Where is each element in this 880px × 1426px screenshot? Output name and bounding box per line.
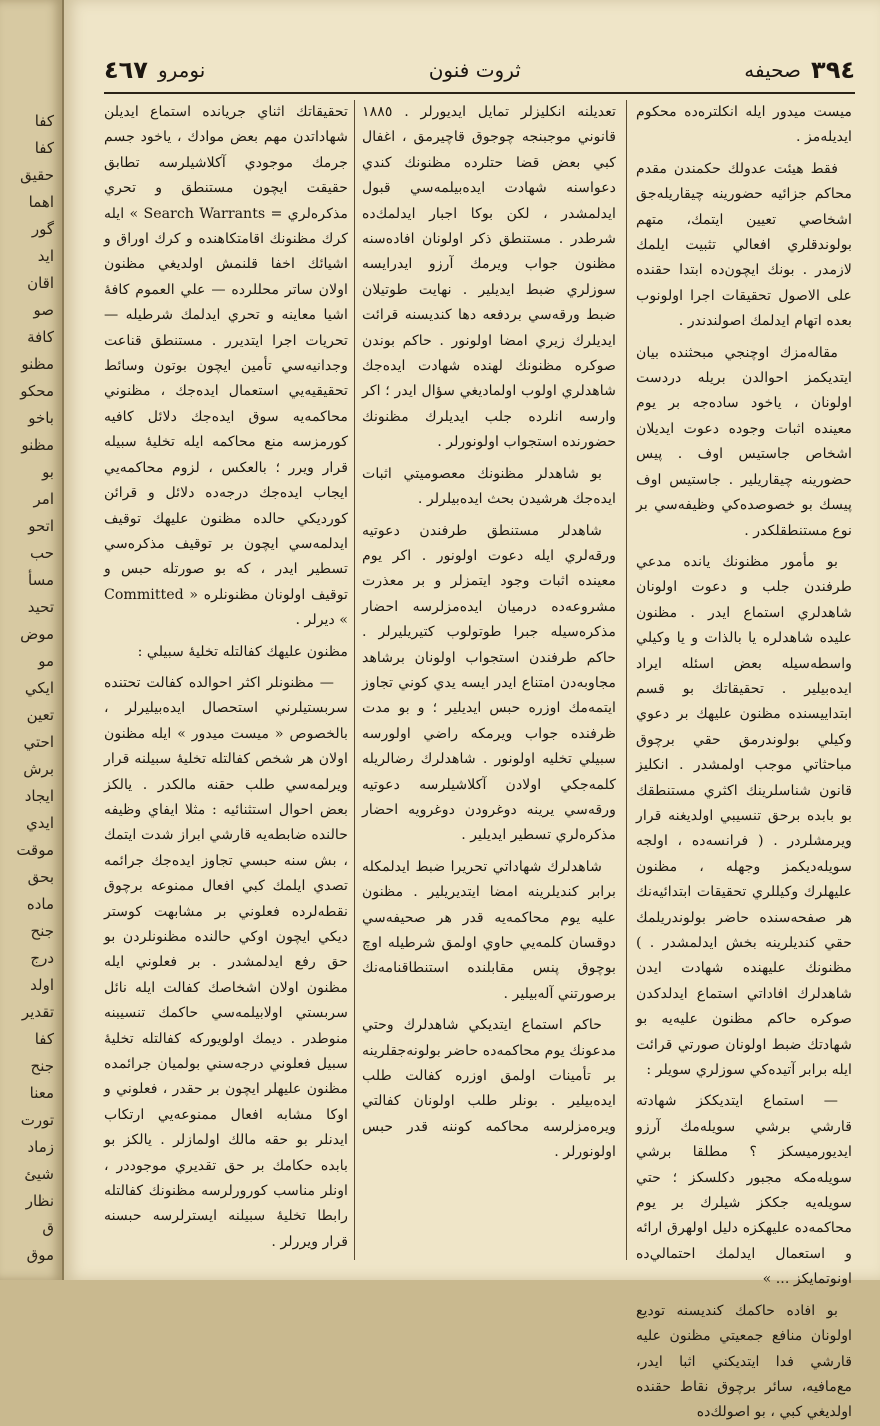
paragraph: شاهدلر مستنطق طرفندن دعوتيه ورقه‌لري ايله دعوت اولونور . اكر يوم معينده اثبات وجود ايتمزلر و بر معذرت مشروعه‌ده درميان ايده‌مزلرسه احضار مذكره‌سيله جبرا طوتولوب كتيريليرلر . حاكم طرفندن استجواب اولونان برشاهد مجاوبه‌دن امتناع ايدر ايسه يدي كوني تجاوز ايتمه‌مك اوزره حبس ايديلير ؛ و بو مدت ظرفنده جواب ويرمكه راضي اولورسه سبيلي تخليه اولونور . شاهدلرك رضالريله كلمه‌جكي اولادن آكلاشيلرسه دعوتيه ورقه‌سي يرينه دوغرودن دوغرويه احضار مذكره‌لري تسطير ايديلير . xyxy=(362,522,616,844)
paragraph: تعديلنه انكليزلر تمايل ايديورلر . ١٨٨٥ قانوني موجبنجه چوجوق قاچيرمق ، اغفال كبي بعض قضا حتلرده مظنونك كندي دعواسنه شهادت ايده‌بيلمه‌سي قبول ايدلمشدر ، لكن بوكا اجبار ايدلمك‌ده شرطدر . مستنطق ذكر اولونان افاده‌سنه مظنون جواب ويرمك آرزو ايدرايسه سوزلري ضبط ايديلير . نهايت طوتيلان ضبط ورقه‌سي بردفعه دها كنديسنه قرائت ايديلرك زيري امضا اولونور . حاكم بوندن صوكره مظنونك لهنده شهادت ايده‌جك شاهدلري اولوب اولماديغي سؤال ايدر ؛ اكر وارسه انلرده جلب ايديلرك مظنونك حضورنده استجواب اولونورلر . xyxy=(362,104,616,451)
page-number: ٣٩٤ xyxy=(811,56,855,84)
issue-number: ٤٦٧ xyxy=(104,56,148,84)
fragment-line: شيئ xyxy=(24,1165,54,1183)
fragment-line: تحيد xyxy=(27,598,54,616)
fragment-line: برش xyxy=(23,760,54,778)
fragment-line: مظنو xyxy=(21,355,54,373)
fragment-line: احتي xyxy=(23,733,54,751)
fragment-line: ايدي xyxy=(26,814,54,832)
fragment-line: ايجاد xyxy=(24,787,54,805)
fragment-line: معنا xyxy=(29,1084,54,1102)
fragment-line: مظنو xyxy=(21,436,54,454)
fragment-line: بو xyxy=(42,463,54,481)
paragraph: ميست ميدور ايله انكلتره‌ده محكوم ايديله‌مز . xyxy=(636,104,852,146)
fragment-line: كفا xyxy=(34,1030,54,1048)
fragment-line: مو xyxy=(38,652,54,670)
column-divider xyxy=(626,100,627,1260)
fragment-line: كفا xyxy=(34,112,54,130)
fragment-line: اتحو xyxy=(28,517,54,535)
fragment-line: گور xyxy=(31,220,54,238)
column-divider xyxy=(354,100,355,1260)
fragment-line: محكو xyxy=(20,382,54,400)
fragment-line: ماده xyxy=(26,895,54,913)
section-heading: مظنون عليهك كفالتله تخليهٔ سبيلي : xyxy=(137,643,348,660)
header-rule xyxy=(104,92,855,94)
fragment-line: اهما xyxy=(28,193,54,211)
fragment-line: حب xyxy=(29,544,54,562)
fragment-line: نظار xyxy=(25,1192,54,1210)
fragment-line: جنح xyxy=(30,1057,54,1075)
paragraph: مقاله‌مزك اوچنجي مبحثنده بيان ايتديكمز احوالدن بريله دردست اولونان ، ياخود ساده‌جه بر يوم معينده اثبات وجوده دعوت ايديلان اشخاص جاستيس اوف . پيس حضورينه چيقاريلير . جاستيس اوف پيسك بو خصوصده‌كي وظيفه‌سي بر نوع مستنطقلكدر . xyxy=(636,344,852,539)
paragraph: حاكم استماع ايتديكي شاهدلرك وحتي مدعونك يوم محاكمه‌ده حاضر بولونه‌جقلرينه بر تأمينات اولمق اوزره كفالت طلب ايده‌بيلير . بونلر طلب اولونان كفالتي ويره‌مزلرسه محاكمه كوننه قدر حبس اولونورلر . xyxy=(361,1017,616,1161)
fragment-line: كافة xyxy=(27,328,54,346)
header-right xyxy=(744,56,855,84)
journal-title: ثروت فنون xyxy=(428,58,521,82)
fragment-line: موقت xyxy=(16,841,54,859)
fragment-line: تورت xyxy=(20,1111,54,1129)
text-column-right xyxy=(636,100,852,1421)
fragment-line: جنح xyxy=(30,922,54,940)
fragment-line: موض xyxy=(20,625,54,643)
paragraph: شاهدلرك شهاداتي تحريرا ضبط ايدلمكله برابر كنديلرينه امضا ايتديريلير . مظنون عليه يوم محاكمه‌يه قدر هر صحيفه‌سي دوقسان كلمه‌يي حاوي اولمق شرطيله اوچ بوچوق پنس مقابلنده استنطاقنامه‌نك برصورتني آله‌بيلير . xyxy=(362,858,616,1002)
fragment-line: زماد xyxy=(27,1138,54,1156)
text-column-middle xyxy=(362,100,616,1260)
paragraph: — استماع ايتديككز شهادته قارشي برشي سويله‌مك آرزو ايديورميسكز ؟ مطلقا برشي سويله‌مكه مجبور دكلسكز ؛ حتي سويله‌يه جككز شيلرك بر يوم محاكمه‌ده عليهكزه دليل اولهرق ارائه و استعمال ايدلمك احتمالي‌ده اونوتمايكز ... » xyxy=(636,1093,852,1288)
fragment-line: حقيق xyxy=(20,166,54,184)
paragraph: بو مأمور مظنونك يانده مدعي طرفندن جلب و دعوت اولونان شاهدلري استماع ايدر . مظنون عليده شاهدلره يا بالذات و يا وكيلي واسطه‌سيله بعض اسئله ايراد ايده‌بيلير . تحقيقاتك بو قسم ابتداييسنده مظنون عليهك بر دعوي وكيلي بولوندرمق حقي برچوق مباحثاتي موجب اولمشدر . انكليز قانون شناسلرينك اكثري مستنطقك بو بابده برحق تنسيبي اولديغنه قرار ويرمشلردر . ( فرانسه‌ده ، اولجه سويله‌ديكمز وجهله ، مظنون عليهلرك وكيللري تحقيقات ابتدائيه‌نك هر صفحه‌سنده حاضر بولوندريلمك حقي كنديلرينه بخش ايدلمشدر . ) مظنونك عليهنده شهادت ايدن شاهدلرك افاداتي استماع ايدلدكدن صوكره حاكم مظنون عليه‌يه بو شهادتك ضبط اولونان صورتي قرائت ايله برابر آتيده‌كي سوزلري سويلر : xyxy=(636,553,852,1079)
text-column-left xyxy=(104,100,348,1260)
fragment-line: ايكي xyxy=(24,679,54,697)
fragment-line: تعين xyxy=(26,706,54,724)
fragment-line: صو xyxy=(33,301,54,319)
fragment-line: بحق xyxy=(27,868,54,886)
page-header xyxy=(104,50,855,90)
newspaper-page xyxy=(64,0,880,1421)
paragraph: بو افاده حاكمك كنديسنه توديع اولونان منافع جمعيتي مظنون عليه قارشي فدا ايتديكني اثبا ايدر، مع‌مافيه، سائر برچوق نقاط حقنده اولديغي كبي ، بو اصولك‌ده xyxy=(636,1302,852,1421)
fragment-line: موق xyxy=(26,1246,54,1264)
fragment-line: ق xyxy=(42,1219,54,1237)
fragment-line: باخو xyxy=(28,409,54,427)
header-left xyxy=(104,56,205,84)
fragment-line: مسأ xyxy=(28,571,54,589)
paragraph: بو شاهدلر مظنونك معصوميتي اثبات ايده‌جك هرشيدن بحث ايده‌بيلرلر . xyxy=(362,465,616,508)
fragment-line: اولد xyxy=(30,976,54,994)
fragment-line: درج xyxy=(30,949,54,967)
paragraph: تحقيقاتك اثناي جريانده استماع ايديلن شهاداتدن مهم بعض موادك ، ياخود جسم جرمك موجودي آكلاشيلرسه تطابق حقيقت ايچون مستنطق و تحري مذكره‌لري = Search Warrants » ايله كرك مظنونك اقامتكاهنده و كرك اوراق و اشيائك اخفا قلنمش اولديغي مظنون اولان ساتر محللرده — علي العموم كافهٔ اشيا معاينه و تحري ايدلمك شرطيله — تحريات اجرا ايتديرر . مستنطق قناعت وجدانيه‌سي تأمين ايچون بوتون وسائط تحقيقيه‌يي استعمال ايده‌جك ، مظنوني محاكمه‌يه سوق ايده‌جك دلائل كافيه كورمزسه منع محاكمه ايله تخليهٔ سبيله قرار ويرر ؛ بالعكس ، لزوم محاكمه‌يي ايجاب ايده‌جك درجه‌ده دلائل و قرائن كورديكي حالده مظنون عليهك توقيف ايدلمه‌سي ايچون بر توقيف مذكره‌سي تسطير ايدر ، كه بو صورتله حبس و توقيف اولونان مظنونلره « Committed » ديرلر . xyxy=(104,104,348,629)
fragment-line: ايد xyxy=(37,247,54,265)
paragraph: فقط هيئت عدولك حكمندن مقدم محاكم جزائيه حضورينه چيقاريله‌جق اشخاصي تعيين ايتمك، متهم بولوندقلري افعالي تثبيت ايلمك لازمدر . بونك ايچون‌ده ابتدا حقنده على الاصول تحقيقات اجرا اولونوب بعده اتهام ايدلمك اصولندندر . xyxy=(636,160,852,330)
issue-label: نومرو xyxy=(157,58,206,82)
fragment-line: اقان xyxy=(27,274,54,292)
facing-page-fragment xyxy=(0,0,62,1280)
paragraph: — مظنونلر اكثر احوالده كفالت تحتنده سربستيلرني استحصال ايده‌بيليرلر ، بالخصوص « ميست ميدور » ايله مظنون اولان هر شخص كفالتله تخليهٔ سبيلنه قرار ويرلمه‌سي طلب حقنه مالكدر . يالكز بعض احوال استثنائيه : مثلا ايفاي وظيفه حالنده ضابطه‌يه قارشي ابراز شدت ايتمك ، بش سنه حبسي تجاوز ايده‌جك جرائمه تصدي ايلمك كبي افعال ممنوعه برچوق نقطه‌لرده فعلوني بر مشابهت كوستر ديكي ايچون اوكي حالنده مظنونلردن بو حق رفع ايدلمشدر . بر فعلوني ايله مظنون اولان اشخاصك كفالت ايله نائل سربستي اولابيلمه‌سي حاكمك تنسيبنه منوطدر . ديمك اولويوركه كفالتله تخليهٔ سبيل فعلوني درجه‌سني بولميان جرائمده مظنون عليهلر ايچون بر حقدر ، فعلوني و اوكا مشابه افعال ممنوعه‌يي ارتكاب ايدنلر بو حقه مالك اولمازلر . يالكز بو بابده حكامك بر حق تقديري موجوددر ، اونلر مناسب كورورلرسه مظنونك كفالتله رابطا تخليهٔ سبيلنه ايسترلرسه حبسنه قرار ويررلر . xyxy=(104,674,348,1250)
page-label: صحيفه xyxy=(744,58,802,82)
fragment-line: تقدير xyxy=(21,1003,54,1021)
fragment-line: امر xyxy=(33,490,54,508)
fragment-line: كفا xyxy=(34,139,54,157)
